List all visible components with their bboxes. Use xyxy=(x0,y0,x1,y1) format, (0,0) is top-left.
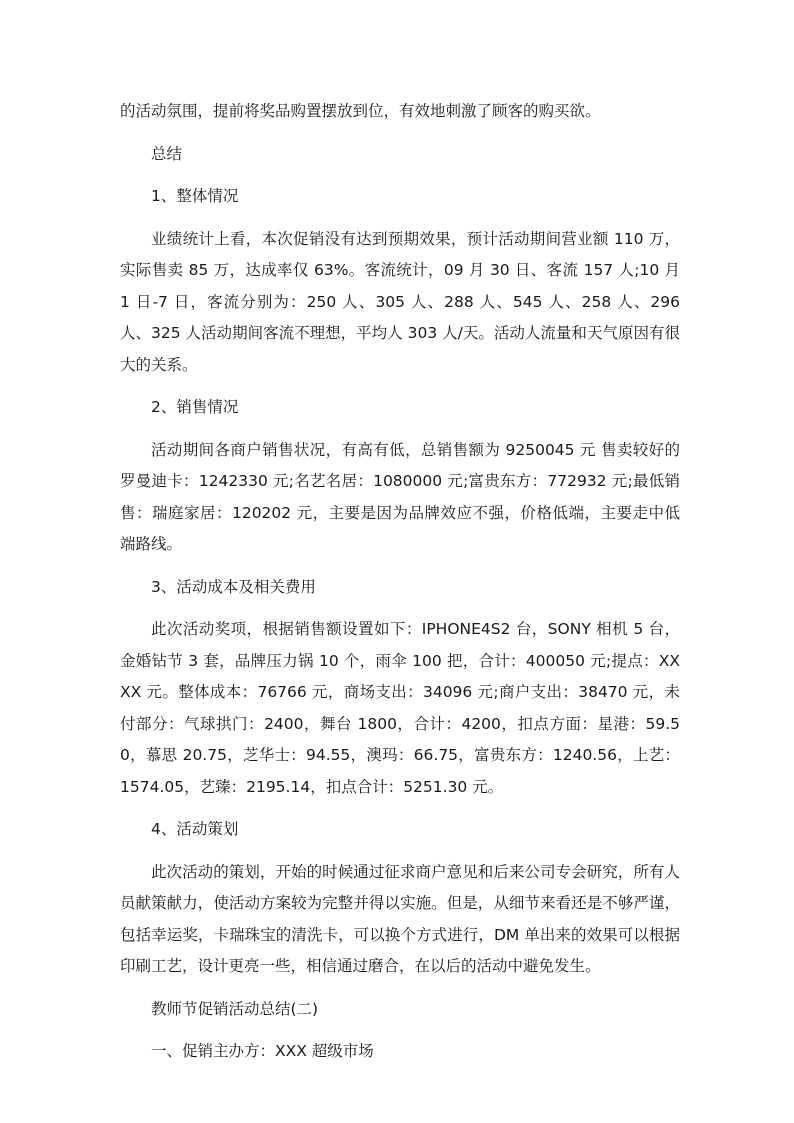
next-document-title: 教师节促销活动总结(二) xyxy=(151,999,319,1018)
section-body-costs: 此次活动奖项，根据销售额设置如下：IPHONE4S2 台，SONY 相机 5 台，金婚钻节 3 套，品牌压力锅 10 个，雨伞 100 把，合计：400050 元;提点：XXXX 元。整体成本：76766 元，商场支出：34096 元;商户支出：38470 元，未付部分：气球拱门：2400，舞台 1800，合计：4200，扣点方面：星港：59.50，慕思 20.75，芝华士：94.55，澳玛：66.75，富贵东方：1240.56，上艺：1574.05，艺臻：2195.14，扣点合计：5251.30 元。 xyxy=(120,620,680,796)
summary-title: 总结 xyxy=(151,144,183,163)
section-body-planning: 此次活动的策划，开始的时候通过征求商户意见和后来公司专会研究，所有人员献策献力，使活动方案较为完整并得以实施。但是，从细节来看还是不够严谨，包括幸运奖，卡瑞珠宝的清洗卡，可以换个方式进行，DM 单出来的效果可以根据印刷工艺，设计更亮一些，相信通过磨合，在以后的活动中避免发生。 xyxy=(120,862,680,975)
section-body-sales: 活动期间各商户销售状况，有高有低，总销售额为 9250045 元 售卖较好的罗曼迪卡：1242330 元;名艺名居：1080000 元;富贵东方：772932 元;最低销售：瑞庭家居：120202 元，主要是因为品牌效应不强，价格低端，主要走中低端路线。 xyxy=(120,440,680,553)
intro-continuation-paragraph: 的活动氛围，提前将奖品购置摆放到位，有效地刺激了顾客的购买欲。 xyxy=(120,102,601,120)
document-page xyxy=(120,96,680,1068)
section-heading-costs: 3、活动成本及相关费用 xyxy=(151,577,316,596)
section-heading-overall: 1、整体情况 xyxy=(151,187,239,205)
section-heading-sales: 2、销售情况 xyxy=(151,398,239,416)
section-body-overall: 业绩统计上看，本次促销没有达到预期效果，预计活动期间营业额 110 万，实际售卖 85 万，达成率仅 63%。客流统计，09 月 30 日、客流 157 人;10 月 1 日-7 日，客流分别为：250 人、305 人、288 人、545 人、258 人、296 人、325 人活动期间客流不理想，平均人 303 人/天。活动人流量和天气原因有很大的关系。 xyxy=(120,229,680,374)
section-heading-planning: 4、活动策划 xyxy=(151,820,239,838)
next-document-item: 一、促销主办方：XXX 超级市场 xyxy=(151,1042,374,1060)
